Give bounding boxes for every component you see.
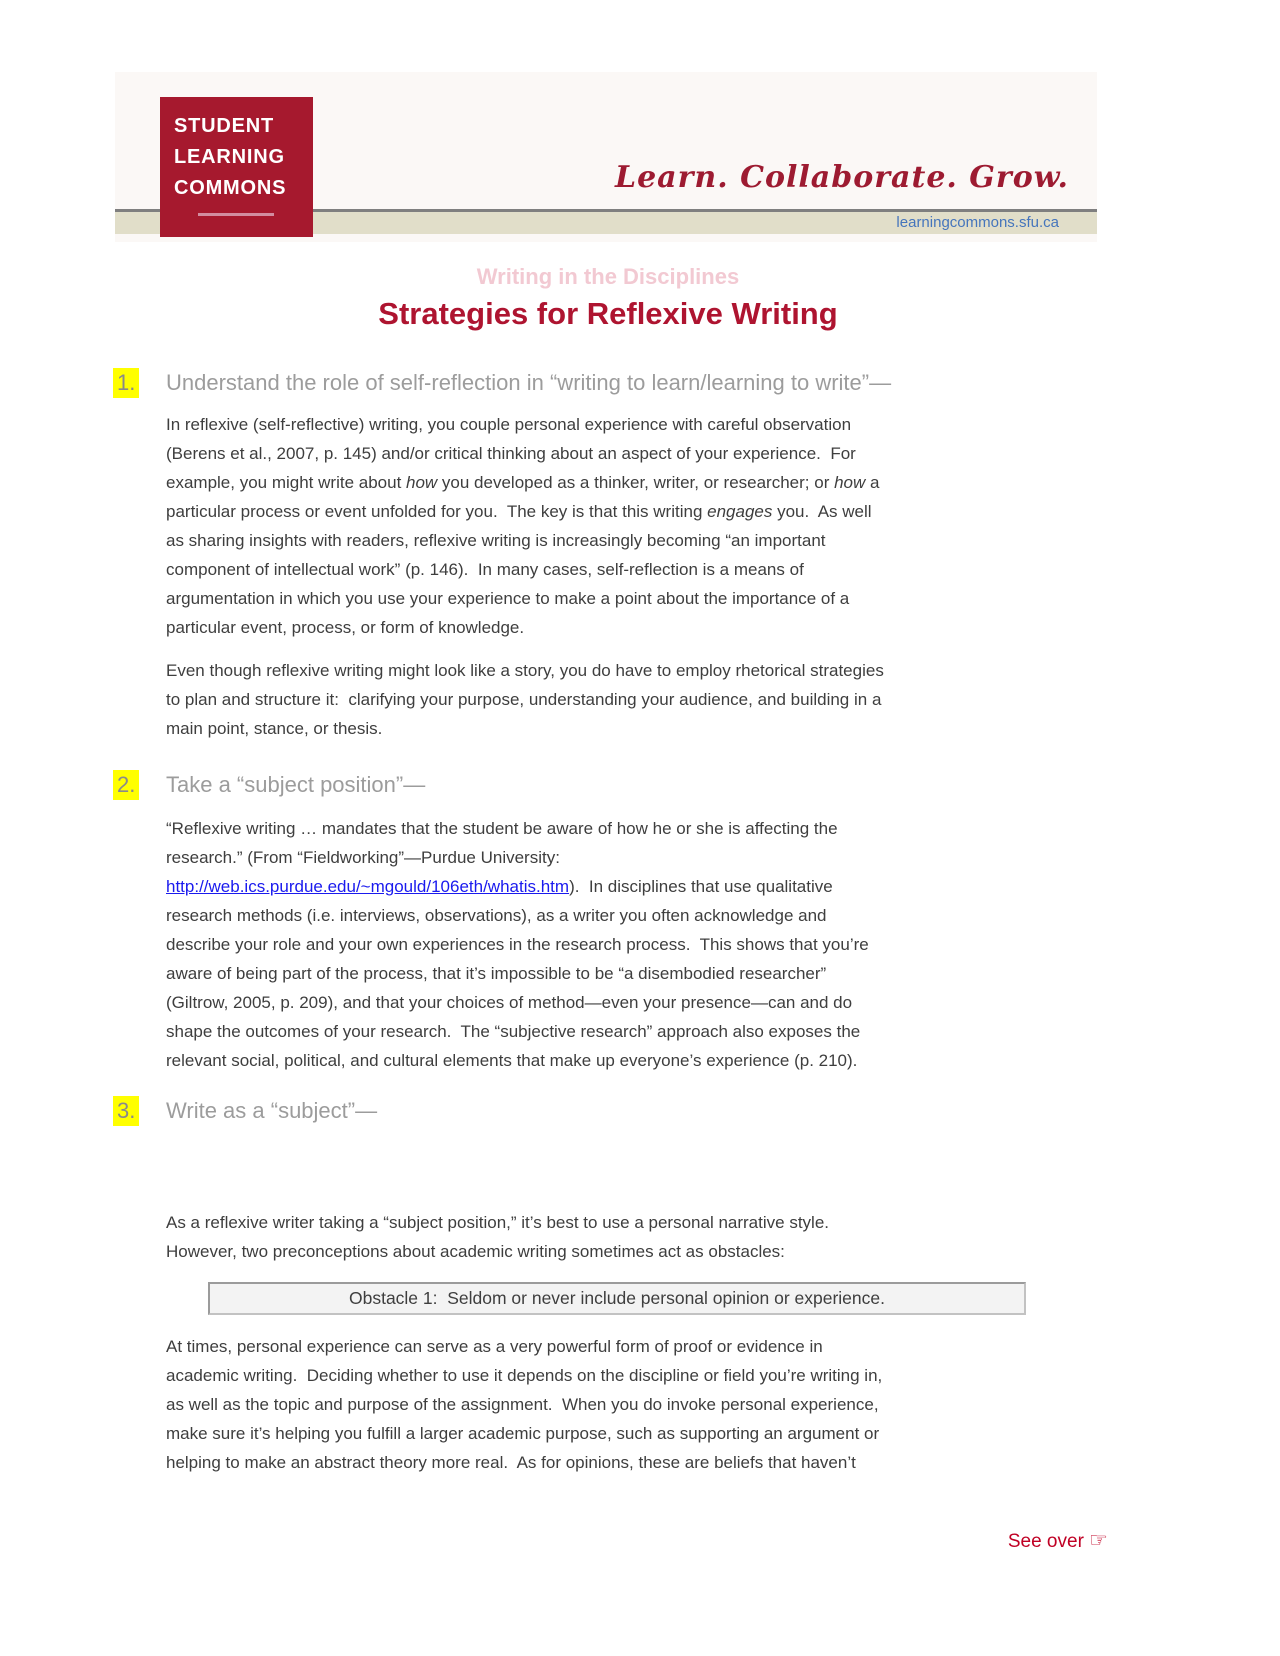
section-3-heading: Write as a “subject”— <box>166 1098 378 1123</box>
text-line: example, you might write about how you developed as a thinker, writer, or researcher; or how a <box>166 473 880 492</box>
tagline: Learn. Collaborate. Grow. <box>615 160 1069 195</box>
paragraph <box>166 656 1111 743</box>
pointing-hand-icon: ☞ <box>1089 1529 1108 1552</box>
text-line: describe your role and your own experiences in the research process. This shows that you’re <box>166 935 869 954</box>
text-line: to plan and structure it: clarifying your purpose, understanding your audience, and building in a <box>166 690 882 709</box>
paragraph <box>166 410 1111 642</box>
paragraph <box>166 1208 1111 1266</box>
text-line: main point, stance, or thesis. <box>166 719 383 738</box>
section-2-heading: Take a “subject position”— <box>166 772 426 797</box>
paragraph <box>166 814 1111 1075</box>
text-line: STUDENT <box>174 115 275 137</box>
section-3-number: 3. <box>113 1096 139 1126</box>
text-line: academic writing. Deciding whether to use it depends on the discipline or field you’re writing in, <box>166 1366 883 1385</box>
text-line: relevant social, political, and cultural elements that make up everyone’s experience (p. 210). <box>166 1051 858 1070</box>
section-1-heading: Understand the role of self-reflection in “writing to learn/learning to write”— <box>166 370 892 395</box>
paragraph <box>166 1332 1111 1477</box>
hyperlink[interactable]: http://web.ics.purdue.edu/~mgould/106eth/whatis.htm <box>166 877 570 896</box>
text-line: as well as the topic and purpose of the assignment. When you do invoke personal experience, <box>166 1395 879 1414</box>
obstacle-callout-box: Obstacle 1: Seldom or never include personal opinion or experience. <box>208 1282 1026 1315</box>
text-line: particular event, process, or form of knowledge. <box>166 618 525 637</box>
text-line: (Berens et al., 2007, p. 145) and/or critical thinking about an aspect of your experience. For <box>166 444 856 463</box>
see-over-note <box>166 1528 1108 1553</box>
text-line: research.” (From “Fieldworking”—Purdue University: <box>166 848 560 867</box>
text-line: make sure it’s helping you fulfill a larger academic purpose, such as supporting an argument or <box>166 1424 880 1443</box>
text-line: In reflexive (self-reflective) writing, you couple personal experience with careful observation <box>166 415 852 434</box>
text-line: However, two preconceptions about academic writing sometimes act as obstacles: <box>166 1242 785 1261</box>
text-line: (Giltrow, 2005, p. 209), and that your choices of method—even your presence—can and do <box>166 993 853 1012</box>
section-2-number: 2. <box>113 770 139 800</box>
section-1-number: 1. <box>113 368 139 398</box>
text-line: shape the outcomes of your research. The “subjective research” approach also exposes the <box>166 1022 861 1041</box>
see-over-label: See over <box>1007 1531 1090 1552</box>
page-title: Strategies for Reflexive Writing <box>378 296 838 331</box>
text-line: Even though reflexive writing might look like a story, you do have to employ rhetorical strategies <box>166 661 884 680</box>
website-url: learningcommons.sfu.ca <box>896 214 1059 231</box>
text-line: At times, personal experience can serve as a very powerful form of proof or evidence in <box>166 1337 823 1356</box>
text-line: argumentation in which you use your experience to make a point about the importance of a <box>166 589 850 608</box>
series-kicker: Writing in the Disciplines <box>476 264 740 289</box>
text-line: As a reflexive writer taking a “subject position,” it’s best to use a personal narrative style. <box>166 1213 829 1232</box>
text-line: aware of being part of the process, that it’s impossible to be “a disembodied researcher” <box>166 964 827 983</box>
logo-text <box>174 111 313 204</box>
text-line: research methods (i.e. interviews, observations), as a writer you often acknowledge and <box>166 906 827 925</box>
text-line: LEARNING <box>174 146 285 168</box>
text-line: particular process or event unfolded for you. The key is that this writing engages you. As well <box>166 502 872 521</box>
text-line: COMMONS <box>174 177 287 199</box>
header-banner <box>115 72 1097 242</box>
student-learning-commons-logo <box>160 97 313 237</box>
text-line: “Reflexive writing … mandates that the student be aware of how he or she is affecting the <box>166 819 838 838</box>
text-line: as sharing insights with readers, reflexive writing is increasingly becoming “an important <box>166 531 826 550</box>
logo-underline <box>198 213 274 216</box>
text-line: http://web.ics.purdue.edu/~mgould/106eth/whatis.htm). In disciplines that use qualitative <box>166 877 833 896</box>
text-line: helping to make an abstract theory more real. As for opinions, these are beliefs that haven’t <box>166 1453 856 1472</box>
text-line: component of intellectual work” (p. 146). In many cases, self-reflection is a means of <box>166 560 804 579</box>
